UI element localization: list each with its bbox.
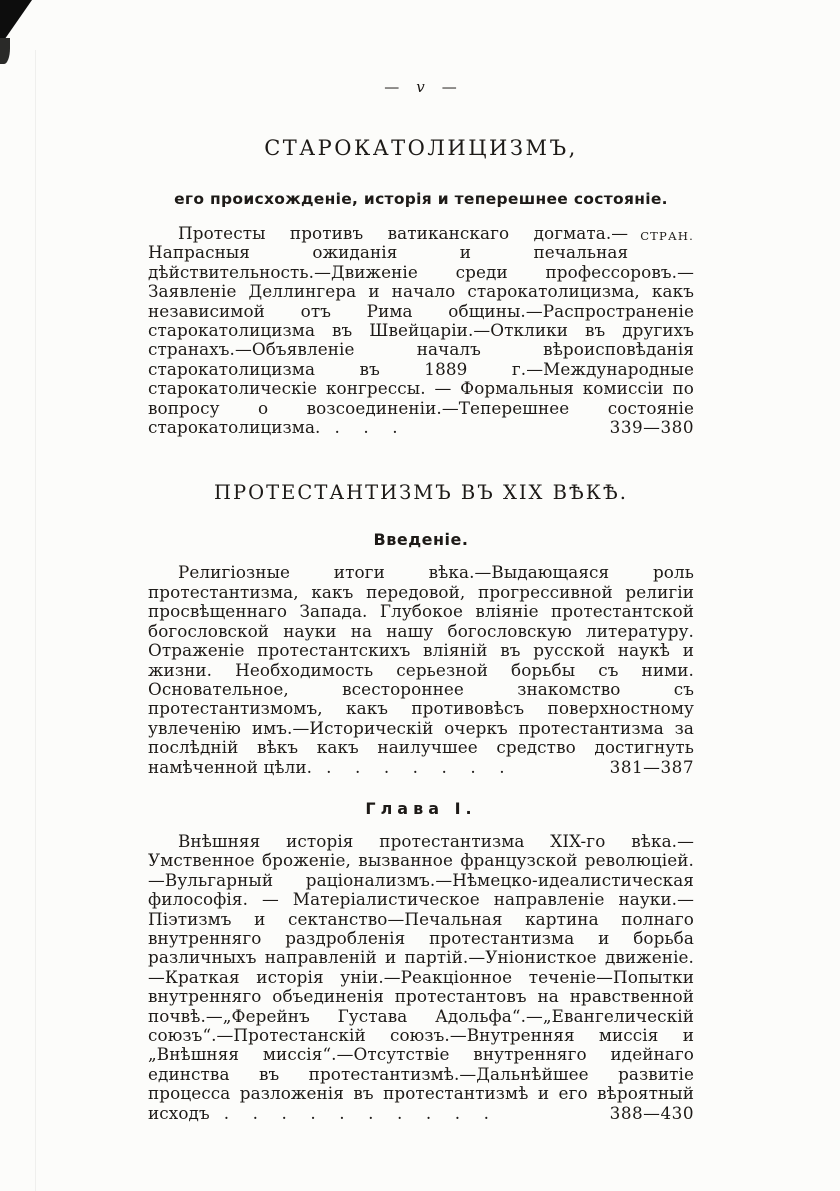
folio-numeral: v: [416, 78, 426, 96]
introduction-heading: Введеніе.: [373, 530, 469, 550]
toc-entry-introduction: [148, 563, 694, 776]
dot-leaders: . . .: [334, 417, 398, 438]
page-number: [148, 78, 694, 96]
toc-entry-chapter-1: [148, 832, 694, 1123]
toc-content: [148, 0, 694, 1123]
section-title-protestantism: ПРОТЕСТАНТИЗМЪ ВЪ XIX ВѢКѢ.: [214, 481, 628, 505]
pages-column-header: СТРАН.: [640, 229, 694, 243]
chapter-1-heading: Глава I.: [365, 798, 477, 818]
dot-leaders: . . . . . . . . . .: [223, 1102, 490, 1123]
toc-entry-text: Протесты противъ ватиканскаго догмата.—Напрасныя ожиданія и печальная дѣйствительность.—Движеніе среди профессоровъ.—Заявленіе Деллингера и начало старокатолицизма, какъ независимой отъ Рима общины.—Распространеніе старокатолицизма въ Швейцаріи.—Отклики въ другихъ странахъ.—Объявленіе началъ вѣроисповѣданія старокатолицизма въ 1889 г.—Международные старокатолическіе конгрессы. — Формальныя комиссіи по вопросу о возсоединеніи.—Теперешнее состояніе старокатолицизма.: [148, 223, 694, 438]
dot-leaders: . . . . . . .: [326, 756, 505, 777]
section-subtitle-old-catholicism: его происхожденіе, исторія и теперешнее состояніе.: [174, 190, 668, 208]
section-title-old-catholicism: СТАРОКАТОЛИЦИЗМЪ,: [264, 136, 578, 160]
folio-dash-left: —: [384, 78, 401, 96]
page-range: 381—387: [609, 756, 694, 777]
folio-dash-right: —: [441, 78, 458, 96]
page-edge-shadow: [35, 50, 36, 1191]
toc-entry-text: Внѣшняя исторія протестантизма XIX-го вѣка.—Умственное броженіе, вызванное французской революціей.—Вульгарный раціонализмъ.—Нѣмецко-идеалистическая философія. — Матеріалистическое направленіе науки.—Піэтизмъ и сектанство—Печальная картина полнаго внутренняго раздробленія протестантизма и борьба различныхъ направленій и партій.—Уніонисткое движеніе.—Краткая исторія уніи.—Реакціонное теченіе—Попытки внутренняго объединенія протестантовъ на нравственной почвѣ.—„Ферейнъ Густава Адольфа“.—„Евангелическій союзъ“.—Протестанскій союзъ.—Внутренняя миссія и „Внѣшняя миссія“.—Отсутствіе внутренняго идейнаго единства въ протестантизмѣ.—Дальнѣйшее развитіе процесса разложенія въ протестантизмѣ и его вѣроятный исходъ: [148, 830, 694, 1123]
page-range: 388—430: [609, 1102, 694, 1123]
page-range: 339—380: [609, 417, 694, 438]
scan-artifact-edge: [0, 38, 10, 64]
toc-entry-text: Религіозные итоги вѣка.—Выдающаяся роль протестантизма, какъ передовой, прогрессивной религіи просвѣщеннаго Запада. Глубокое вліяніе протестантской богословской науки на нашу богословскую литературу. Отраженіе протестантскихъ вліяній въ русской наукѣ и жизни. Необходимость серьезной борьбы съ ними. Основательное, всестороннее знакомство съ протестантизмомъ, какъ противовѣсъ поверхностному увлеченію имъ.—Историческій очеркъ протестантизма за послѣдній вѣкъ какъ наилучшее средство достигнуть намѣченной цѣли.: [148, 562, 694, 777]
toc-entry-old-catholicism: [148, 224, 694, 437]
